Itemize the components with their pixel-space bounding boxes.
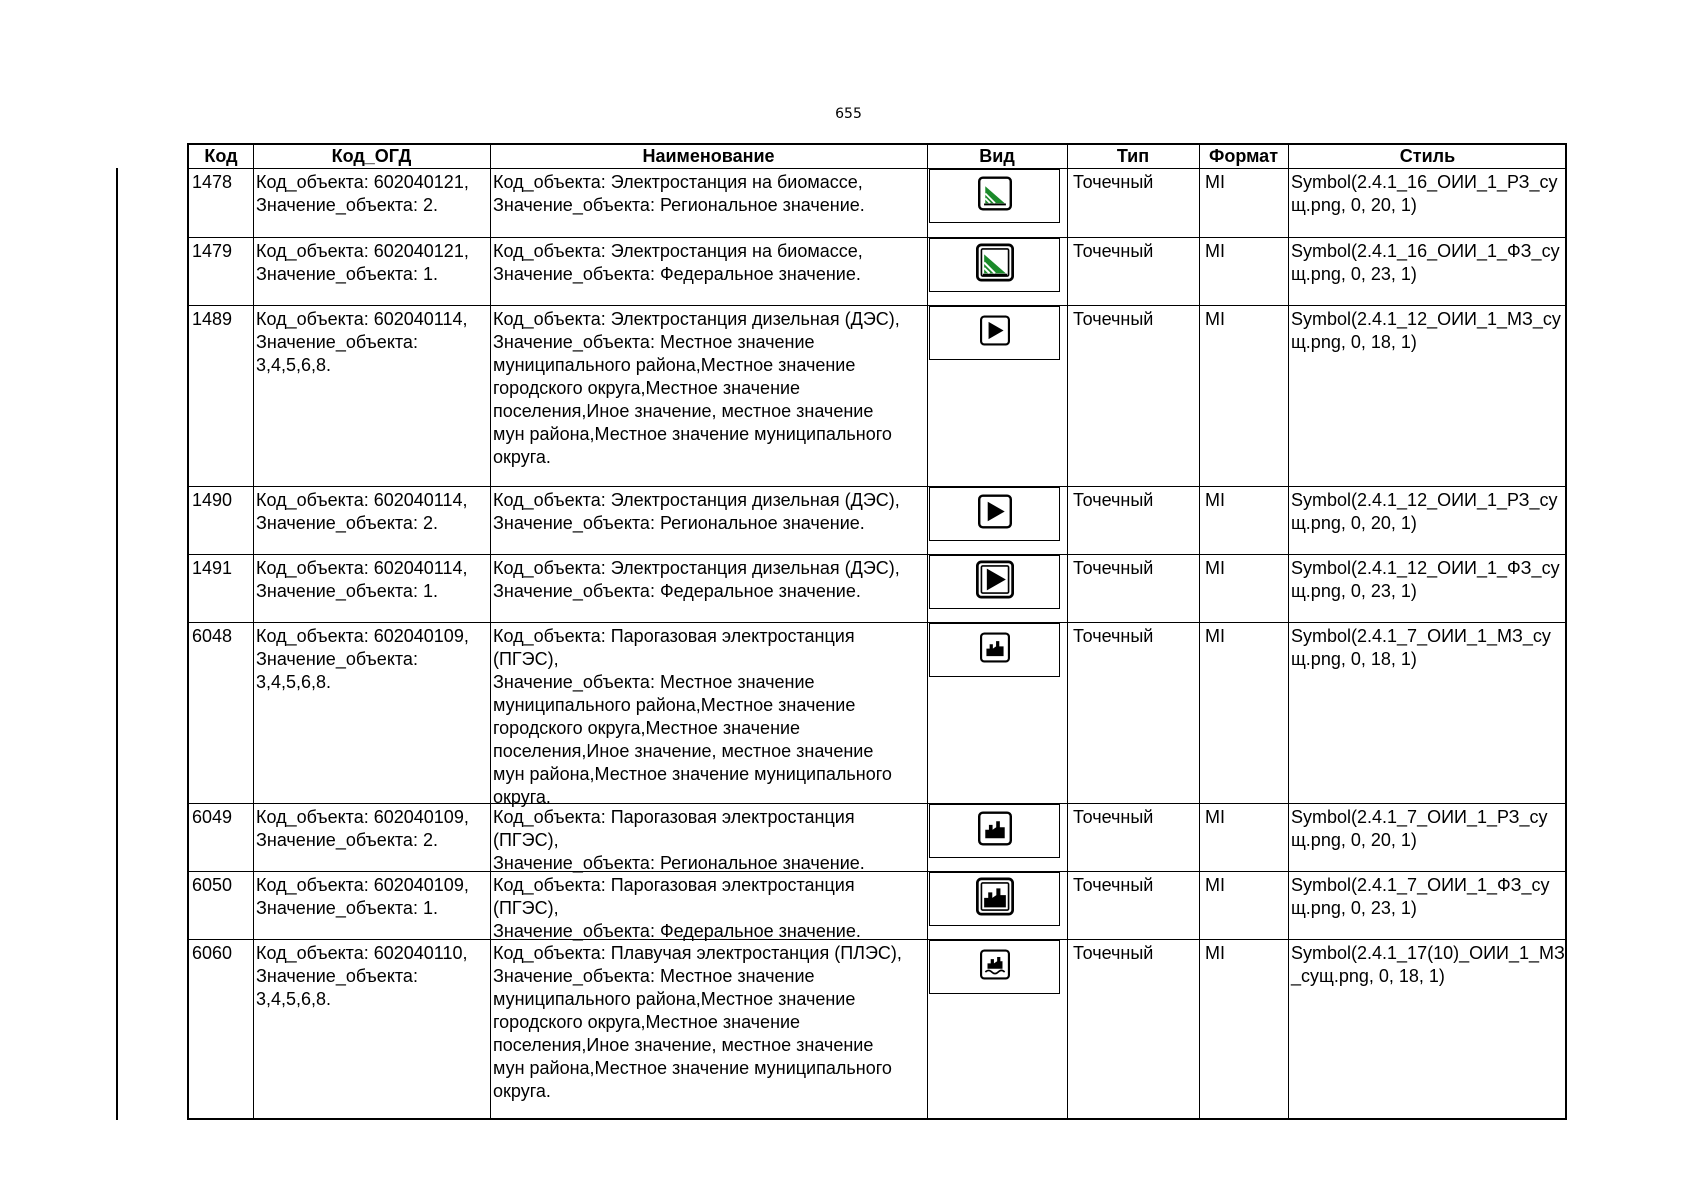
- table-row: [189, 871, 1565, 939]
- cell-format: MI: [1205, 172, 1225, 192]
- combined-cycle-regional-icon: [978, 812, 1012, 851]
- cell-format: MI: [1205, 309, 1225, 329]
- cell-format: MI: [1205, 875, 1225, 895]
- table-row: [189, 169, 1565, 237]
- table-row: [189, 486, 1565, 554]
- symbol-table: [187, 143, 1567, 1120]
- biomass-federal-icon: [976, 244, 1014, 287]
- diesel-federal-icon: [976, 561, 1014, 604]
- column-divider: [927, 145, 928, 1118]
- header-vid: Вид: [979, 146, 1015, 166]
- cell-kod-ogd: Код_объекта: 602040109, Значение_объекта: 1.: [256, 875, 469, 918]
- table-row: [189, 622, 1565, 807]
- page-number: 655: [835, 106, 862, 122]
- table-row: [189, 803, 1565, 871]
- cell-tip: Точечный: [1073, 309, 1154, 329]
- cell-style: Symbol(2.4.1_16_ОИИ_1_ФЗ_сущ.png, 0, 23, 1): [1291, 241, 1560, 284]
- cell-kod-ogd: Код_объекта: 602040109, Значение_объекта: 3,4,5,6,8.: [256, 626, 469, 692]
- header-kod-ogd: Код_ОГД: [331, 146, 412, 166]
- column-divider: [490, 145, 491, 1118]
- table-row: [189, 554, 1565, 622]
- cell-name: Код_объекта: Электростанция дизельная (ДЭС), Значение_объекта: Региональное значение.: [493, 490, 900, 533]
- table-row: [189, 237, 1565, 305]
- cell-style: Symbol(2.4.1_7_ОИИ_1_РЗ_сущ.png, 0, 20, 1): [1291, 807, 1548, 850]
- cell-kod-ogd: Код_объекта: 602040110, Значение_объекта: 3,4,5,6,8.: [256, 943, 468, 1009]
- cell-kod-ogd: Код_объекта: 602040109, Значение_объекта: 2.: [256, 807, 469, 850]
- cell-name: Код_объекта: Парогазовая электростанция (ПГЭС), Значение_объекта: Местное значение муниципального района,Местное значение городского округа,Местное значение поселения,Иное значение, местное значение мун района,Местное значение муниципального округа.: [493, 626, 892, 807]
- cell-name: Код_объекта: Электростанция на биомассе, Значение_объекта: Региональное значение.: [493, 172, 865, 215]
- cell-kod: 6049: [192, 807, 233, 827]
- cell-vid: [929, 306, 1060, 360]
- diesel-regional-icon: [978, 495, 1012, 534]
- header-name: Наименование: [642, 146, 775, 166]
- diesel-local-icon: [980, 316, 1010, 351]
- cell-style: Symbol(2.4.1_12_ОИИ_1_ФЗ_сущ.png, 0, 23, 1): [1291, 558, 1560, 601]
- cell-tip: Точечный: [1073, 241, 1154, 261]
- cell-name: Код_объекта: Электростанция дизельная (ДЭС), Значение_объекта: Местное значение муниципального района,Местное значение городского округа,Местное значение поселения,Иное значение, местное значение мун района,Местное значение муниципального округа.: [493, 309, 900, 467]
- cell-kod: 6060: [192, 943, 233, 963]
- cell-kod-ogd: Код_объекта: 602040121, Значение_объекта: 1.: [256, 241, 469, 284]
- cell-name: Код_объекта: Парогазовая электростанция (ПГЭС), Значение_объекта: Региональное значение.: [493, 807, 865, 873]
- cell-tip: Точечный: [1073, 875, 1154, 895]
- cell-kod-ogd: Код_объекта: 602040114, Значение_объекта: 3,4,5,6,8.: [256, 309, 468, 375]
- cell-format: MI: [1205, 943, 1225, 963]
- column-divider: [1199, 145, 1200, 1118]
- table-row: [189, 305, 1565, 486]
- cell-format: MI: [1205, 626, 1225, 646]
- cell-kod: 1479: [192, 241, 233, 261]
- cell-vid: [929, 623, 1060, 677]
- cell-kod-ogd: Код_объекта: 602040114, Значение_объекта: 1.: [256, 558, 468, 601]
- cell-name: Код_объекта: Парогазовая электростанция (ПГЭС), Значение_объекта: Федеральное значение.: [493, 875, 861, 941]
- cell-vid: [929, 555, 1060, 609]
- column-divider: [1067, 145, 1068, 1118]
- header-kod: Код: [204, 146, 238, 166]
- cell-tip: Точечный: [1073, 943, 1154, 963]
- cell-tip: Точечный: [1073, 558, 1154, 578]
- table-header: [189, 145, 1565, 169]
- cell-kod: 1490: [192, 490, 233, 510]
- cell-style: Symbol(2.4.1_7_ОИИ_1_МЗ_сущ.png, 0, 18, 1): [1291, 626, 1551, 669]
- header-style: Стиль: [1399, 146, 1456, 166]
- combined-cycle-local-icon: [980, 633, 1010, 668]
- cell-name: Код_объекта: Плавучая электростанция (ПЛЭС), Значение_объекта: Местное значение муниципального района,Местное значение городского округа,Местное значение поселения,Иное значение, местное значение мун района,Местное значение муниципального округа.: [493, 943, 902, 1101]
- cell-style: Symbol(2.4.1_17(10)_ОИИ_1_МЗ_сущ.png, 0, 18, 1): [1291, 943, 1565, 986]
- margin-line: [116, 168, 118, 1120]
- cell-format: MI: [1205, 807, 1225, 827]
- header-format: Формат: [1208, 146, 1279, 166]
- cell-kod-ogd: Код_объекта: 602040114, Значение_объекта: 2.: [256, 490, 468, 533]
- cell-kod: 1489: [192, 309, 233, 329]
- cell-style: Symbol(2.4.1_16_ОИИ_1_РЗ_сущ.png, 0, 20, 1): [1291, 172, 1558, 215]
- cell-format: MI: [1205, 241, 1225, 261]
- cell-style: Symbol(2.4.1_12_ОИИ_1_МЗ_сущ.png, 0, 18, 1): [1291, 309, 1561, 352]
- cell-vid: [929, 238, 1060, 292]
- cell-tip: Точечный: [1073, 490, 1154, 510]
- cell-vid: [929, 872, 1060, 926]
- table-row: [189, 939, 1565, 1120]
- cell-kod: 1478: [192, 172, 233, 192]
- cell-style: Symbol(2.4.1_7_ОИИ_1_ФЗ_сущ.png, 0, 23, 1): [1291, 875, 1550, 918]
- combined-cycle-federal-icon: [976, 878, 1014, 921]
- cell-name: Код_объекта: Электростанция на биомассе, Значение_объекта: Федеральное значение.: [493, 241, 863, 284]
- column-divider: [253, 145, 254, 1118]
- cell-vid: [929, 169, 1060, 223]
- cell-vid: [929, 487, 1060, 541]
- cell-tip: Точечный: [1073, 807, 1154, 827]
- biomass-regional-icon: [978, 177, 1012, 216]
- cell-tip: Точечный: [1073, 172, 1154, 192]
- cell-kod: 1491: [192, 558, 233, 578]
- floating-plant-local-icon: [980, 950, 1010, 985]
- cell-format: MI: [1205, 558, 1225, 578]
- cell-kod: 6050: [192, 875, 233, 895]
- column-divider: [1288, 145, 1289, 1118]
- cell-name: Код_объекта: Электростанция дизельная (ДЭС), Значение_объекта: Федеральное значение.: [493, 558, 900, 601]
- header-tip: Тип: [1116, 146, 1150, 166]
- cell-format: MI: [1205, 490, 1225, 510]
- cell-kod-ogd: Код_объекта: 602040121, Значение_объекта: 2.: [256, 172, 469, 215]
- cell-vid: [929, 940, 1060, 994]
- cell-style: Symbol(2.4.1_12_ОИИ_1_РЗ_сущ.png, 0, 20, 1): [1291, 490, 1558, 533]
- cell-vid: [929, 804, 1060, 858]
- cell-tip: Точечный: [1073, 626, 1154, 646]
- cell-kod: 6048: [192, 626, 233, 646]
